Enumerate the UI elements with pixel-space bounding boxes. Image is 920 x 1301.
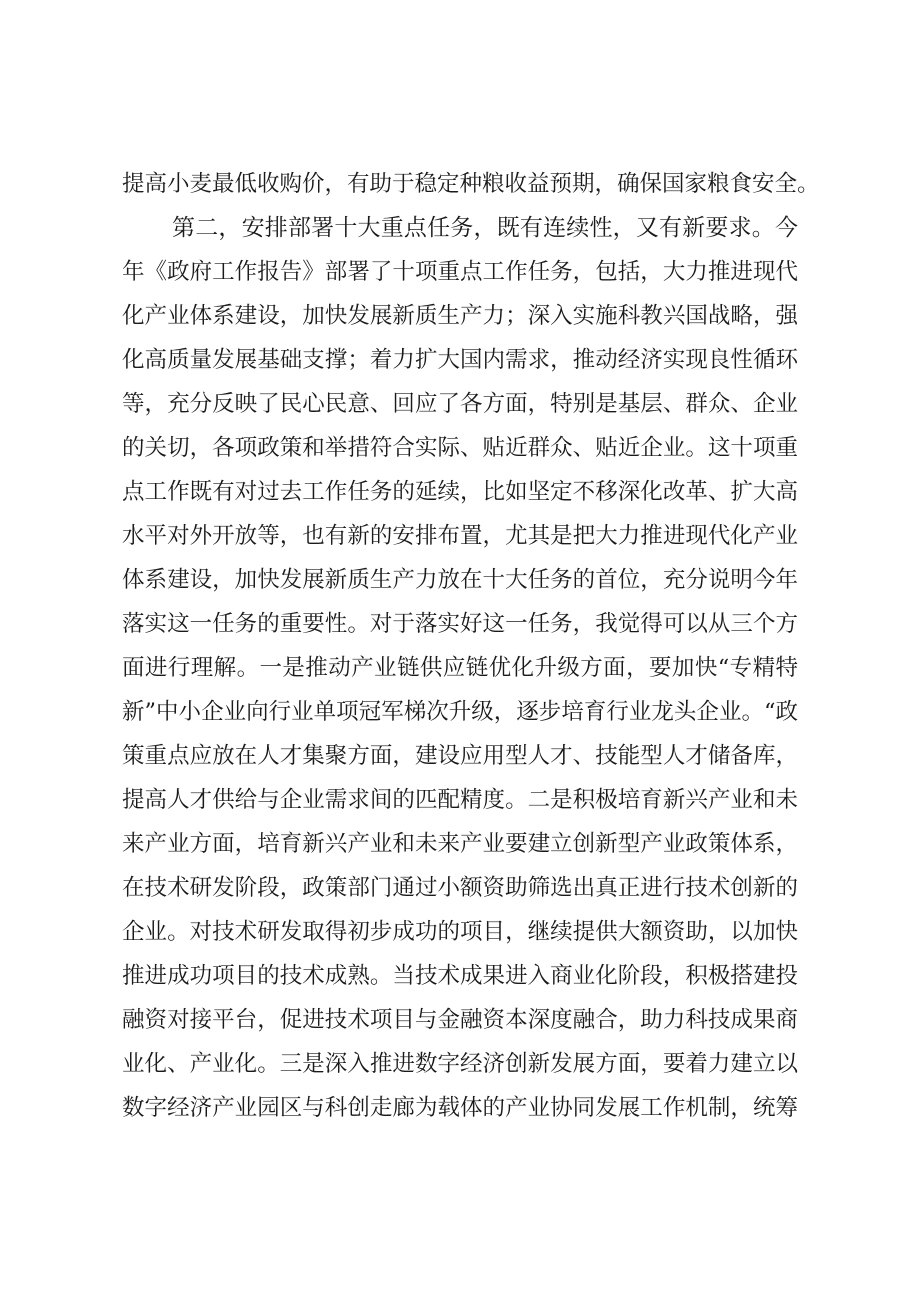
text-line: 融资对接平台，促进技术项目与金融资本深度融合，助力科技成果商 (122, 1007, 798, 1033)
text-line: 化产业体系建设，加快发展新质生产力；深入实施科教兴国战略，强 (122, 303, 798, 329)
text-line: 落实这一任务的重要性。对于落实好这一任务，我觉得可以从三个方 (122, 611, 798, 637)
paragraph-start-line: 第二，安排部署十大重点任务，既有连续性，又有新要求。今 (172, 215, 798, 241)
text-line: 点工作既有对过去工作任务的延续，比如坚定不移深化改革、扩大高 (122, 479, 798, 505)
text-line: 化高质量发展基础支撑；着力扩大国内需求，推动经济实现良性循环 (122, 347, 798, 373)
text-line: 水平对外开放等，也有新的安排布置，尤其是把大力推进现代化产业 (122, 523, 798, 549)
text-line: 业化、产业化。三是深入推进数字经济创新发展方面，要着力建立以 (122, 1051, 798, 1077)
text-line: 的关切，各项政策和举措符合实际、贴近群众、贴近企业。这十项重 (122, 435, 798, 461)
text-line: 推进成功项目的技术成熟。当技术成果进入商业化阶段，积极搭建投 (122, 963, 798, 989)
text-line: 企业。对技术研发取得初步成功的项目，继续提供大额资助，以加快 (122, 919, 798, 945)
text-line: 数字经济产业园区与科创走廊为载体的产业协同发展工作机制，统筹 (122, 1095, 798, 1121)
text-line: 提高小麦最低收购价，有助于稳定种粮收益预期，确保国家粮食安全。 (122, 171, 820, 197)
text-line: 等，充分反映了民心民意、回应了各方面，特别是基层、群众、企业 (122, 391, 798, 417)
text-line: 来产业方面，培育新兴产业和未来产业要建立创新型产业政策体系， (122, 831, 798, 857)
text-line: 在技术研发阶段，政策部门通过小额资助筛选出真正进行技术创新的 (122, 875, 798, 901)
text-line: 提高人才供给与企业需求间的匹配精度。二是积极培育新兴产业和未 (122, 787, 798, 813)
text-line: 面进行理解。一是推动产业链供应链优化升级方面，要加快“专精特 (122, 655, 798, 681)
text-line: 体系建设，加快发展新质生产力放在十大任务的首位，充分说明今年 (122, 567, 798, 593)
text-line: 年《政府工作报告》部署了十项重点工作任务，包括，大力推进现代 (122, 259, 798, 285)
text-line: 新”中小企业向行业单项冠军梯次升级，逐步培育行业龙头企业。“政 (122, 699, 798, 725)
text-line: 策重点应放在人才集聚方面，建设应用型人才、技能型人才储备库， (122, 743, 798, 769)
